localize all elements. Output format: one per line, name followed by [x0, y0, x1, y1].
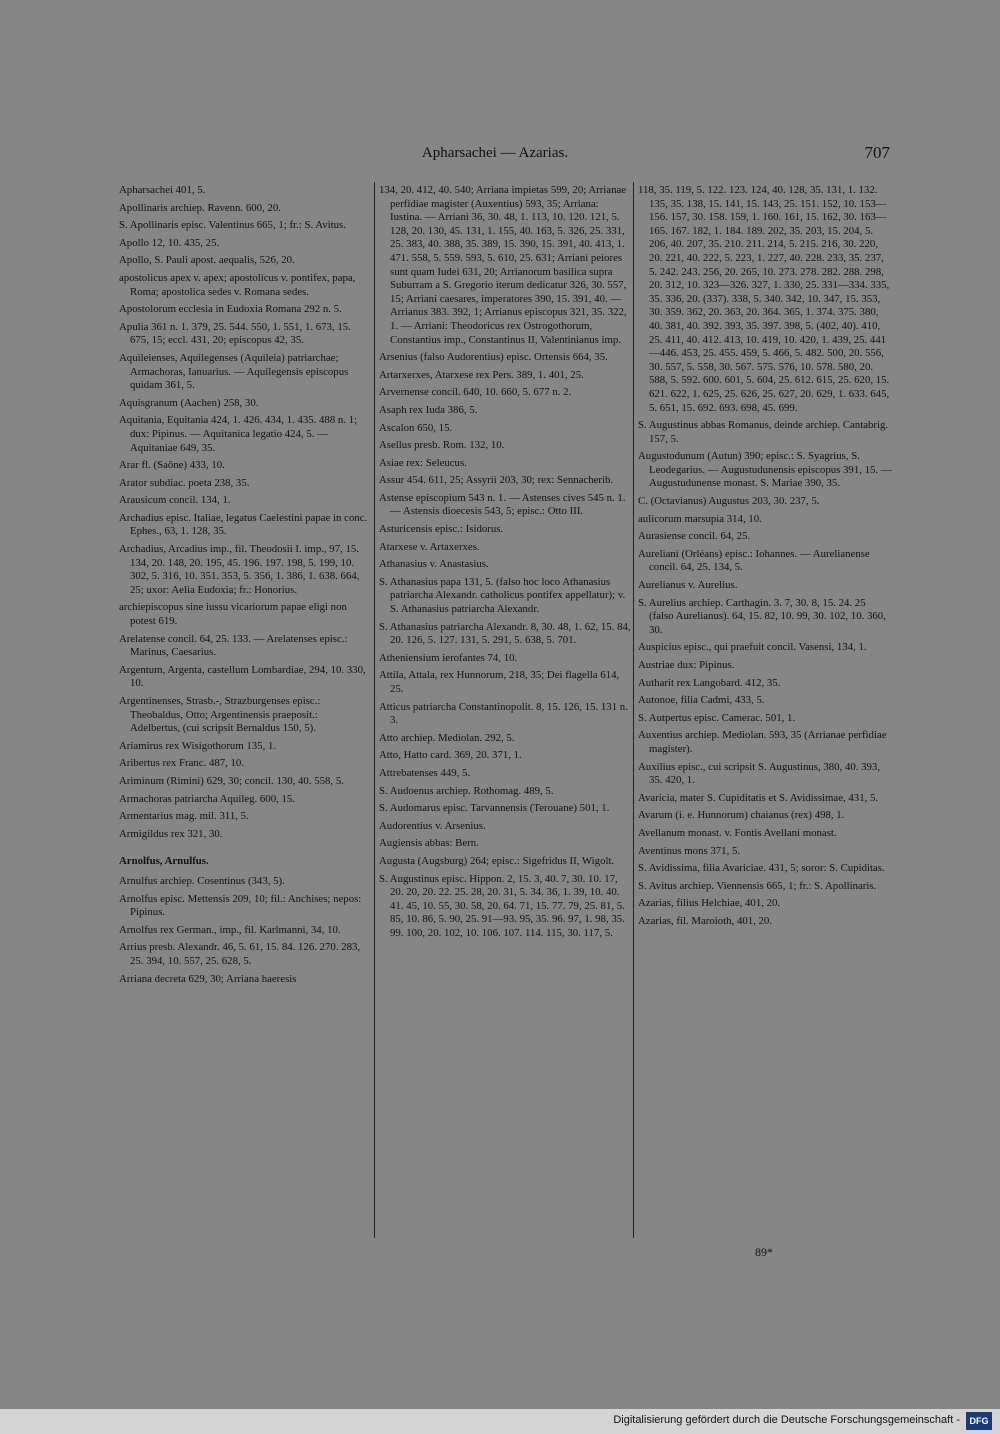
index-entry: Auxilius episc., cui scripsit S. Augustinus, 380, 40. 393, 35. 420, 1. [638, 760, 881, 787]
index-entry: Atheniensium ierofantes 74, 10. [379, 651, 518, 664]
index-entry: Arvernense concil. 640, 10. 660, 5. 677 n. 2. [379, 386, 572, 399]
index-entry: S. Avidissima, filia Avariciae. 431, 5; soror: S. Cupiditas. [638, 862, 885, 875]
index-entry: Ariamirus rex Wisigothorum 135, 1. [119, 739, 277, 752]
index-entry: Arriana decreta 629, 30; Arriana haeresis [119, 972, 297, 985]
index-entry: S. Audoenus archiep. Rothomag. 489, 5. [379, 784, 554, 797]
index-entry: S. Athanasius papa 131, 5. (falso hoc loco Athanasius patriarcha Alexandr. catholicus pontifex appellatur); v. S. Athanasius patriarcha Alexandr. [379, 575, 626, 616]
index-entry: Audorentius v. Arsenius. [379, 819, 486, 832]
index-entry: C. (Octavianus) Augustus 203, 30. 237, 5. [638, 495, 820, 508]
index-entry: Apharsachei 401, 5. [119, 184, 206, 196]
index-entry: Aquitania, Equitania 424, 1. 426. 434, 1. 435. 488 n. 1; dux: Pipinus. — Aquitanica legatio 424, 5. — Aquitaniae 649, 35. [119, 414, 358, 454]
index-entry: aulicorum marsupia 314, 10. [638, 512, 762, 525]
page-number: 707 [864, 143, 890, 162]
index-entry: S. Aurelius archiep. Carthagin. 3. 7, 30. 8, 15. 24. 25 (falso Aurelianus). 64, 15. 82, 10. 99, 30. 102, 10. 360, 30. [638, 596, 886, 636]
footer-bar [0, 1409, 1000, 1434]
index-entry: S. Avitus archiep. Viennensis 665, 1; fr.: S. Apollinaris. [638, 879, 877, 892]
index-entry: Arnolfus, Arnulfus. [119, 855, 209, 868]
index-entry: Athanasius v. Anastasius. [379, 558, 489, 571]
index-entry: Attrebatenses 449, 5. [379, 766, 471, 779]
index-entry: Apollinaris archiep. Ravenn. 600, 20. [119, 201, 281, 214]
index-entry: Atticus patriarcha Constantinopolit. 8, 15. 126, 15. 131 n. 3. [379, 700, 628, 727]
index-entry: Aribertus rex Franc. 487, 10. [119, 757, 245, 770]
index-entry: Asturicensis episc.: Isidorus. [379, 523, 504, 536]
index-column-1 [119, 184, 369, 990]
index-entry: Attila, Attala, rex Hunnorum, 218, 35; Dei flagella 614, 25. [379, 669, 620, 695]
index-entry: Archadius episc. Italiae, legatus Caelestini papae in conc. Ephes., 63, 1. 128, 35. [119, 511, 368, 538]
index-entry: Austriae dux: Pipinus. [638, 659, 735, 671]
index-entry: 134, 20. 412, 40. 540; Arriana impietas 599, 20; Arrianae perfidiae magister (Auxentius) 593, 35; Arriana: Iustina. — Arriani 36, 30. 48, 1. 113, 10. 120. 121, 5. 128, 20. 130, 45. 131, 1. 155, 40. 163, 5. 326, 25. 331, 25. 383, 40. 388, 35. 389, 15. 390, 15. 391, 40. 413, 1. 471. 558, 5. 559. 593, 5. 610, 25. 631; Arriani peiores sunt quam Iudei 631, 20; Arrianorum basilica supra Suburram a S. Gregorio iterum dedicatur 326, 30. 557, 15; Arriani caesares, imperatores 390, 15. 391, 40. — Arrianus 383. 392, 1; Arrianus episcopus 321, 35. 322, 1. — Arriani: Theodoricus rex Ostrogothorum, Constantius imp., Constantinus II, Valentinianus imp. [379, 184, 627, 346]
index-column-3 [638, 184, 892, 933]
index-entry: Augustodunum (Autun) 390; episc.: S. Syagrius, S. Leodegarius. — Augustudunensis episcopus 391, 15. — Augustudunense monast. S. Mariae 390, 35. [638, 450, 892, 490]
index-entry: Apulia 361 n. 1. 379, 25. 544. 550, 1. 551, 1. 673, 15. 675, 15; eccl. 431, 20; episcopus 42, 35. [119, 320, 351, 347]
index-entry: Armachoras patriarcha Aquileg. 600, 15. [119, 792, 295, 805]
signature-mark: 89* [755, 1245, 773, 1259]
index-entry: Arnolfus rex German., imp., fil. Karlmanni, 34, 10. [119, 923, 341, 936]
index-entry: Auspicius episc., qui praefuit concil. Vasensi, 134, 1. [638, 641, 867, 654]
index-entry: Ariminum (Rimini) 629, 30; concil. 130, 40. 558, 5. [119, 774, 344, 787]
index-entry: Asellus presb. Rom. 132, 10. [379, 439, 505, 452]
index-entry: Argentum, Argenta, castellum Lombardiae, 294, 10. 330, 10. [119, 663, 366, 690]
index-entry: Asiae rex: Seleucus. [379, 456, 467, 469]
index-entry: Avarum (i. e. Hunnorum) chaianus (rex) 498, 1. [638, 809, 845, 822]
dfg-logo: DFG [966, 1412, 992, 1430]
index-entry: Arnolfus episc. Mettensis 209, 10; fil.: Anchises; nepos: Pipinus. [119, 892, 362, 919]
index-entry: Atto, Hatto card. 369, 20. 371, 1. [379, 749, 522, 762]
index-entry: Azarias, fil. Maroioth, 401, 20. [638, 914, 773, 927]
index-entry: Aquisgranum (Aachen) 258, 30. [119, 396, 259, 409]
index-entry: Asaph rex Iuda 386, 5. [379, 403, 478, 416]
index-entry: Argentinenses, Strasb.-, Strazburgenses episc.: Theobaldus, Otto; Argentinensis praeposit.: Adelbertus, (cui scripsit Bernaldus 150, 5). [119, 695, 321, 735]
index-entry: Arrius presb. Alexandr. 46, 5. 61, 15. 84. 126. 270. 283, 25. 394, 10. 557, 25. 628, 5. [119, 941, 361, 967]
index-entry: Astense episcopium 543 n. 1. — Astenses cives 545 n. 1. — Astensis dioecesis 543, 5; episc.: Otto III. [379, 491, 626, 518]
index-entry: Aureliani (Orléans) episc.: Iohannes. — Aurelianense concil. 64, 25. 134, 5. [638, 547, 870, 574]
index-entry: S. Augustinus abbas Romanus, deinde archiep. Cantabrig. 157, 5. [638, 419, 889, 445]
index-entry: Apostolorum ecclesia in Eudoxia Romana 292 n. 5. [119, 303, 342, 316]
index-entry: S. Audomarus episc. Tarvannensis (Terouane) 501, 1. [379, 802, 610, 815]
index-entry: Ascalon 650, 15. [379, 421, 453, 434]
index-entry: Avaricia, mater S. Cupiditatis et S. Avidissimae, 431, 5. [638, 791, 879, 804]
column-rule-right [633, 182, 634, 1238]
index-entry: Aurelianus v. Aurelius. [638, 579, 738, 592]
index-entry: Autharit rex Langobard. 412, 35. [638, 676, 781, 689]
index-entry: Augiensis abbas: Bern. [379, 837, 479, 850]
index-entry: Arnulfus archiep. Cosentinus (343, 5). [119, 874, 285, 887]
index-entry: S. Autpertus episc. Camerac. 501, 1. [638, 711, 796, 724]
index-entry: Avellanum monast. v. Fontis Avellani monast. [638, 826, 837, 839]
index-entry: S. Apollinaris episc. Valentinus 665, 1; fr.: S. Avitus. [119, 219, 346, 232]
index-entry: Atto archiep. Mediolan. 292, 5. [379, 731, 515, 744]
index-entry: Aquileienses, Aquilegenses (Aquileia) patriarchae; Armachoras, Ianuarius. — Aquilegensis episcopus quidam 361, 5. [119, 351, 349, 392]
index-entry: Arausicum concil. 134, 1. [119, 494, 231, 507]
index-entry: archiepiscopus sine iussu vicariorum papae eligi non potest 619. [119, 601, 347, 628]
index-entry: 118, 35. 119, 5. 122. 123. 124, 40. 128, 35. 131, 1. 132. 135, 35. 138, 15. 141, 15. 143, 25. 151. 152, 10. 153—156. 157, 30. 158. 159, 1. 160. 161, 15. 162, 30. 163—165. 167. 182, 1. 184. 189. 202, 35. 203, 15. 204, 5. 206, 40. 207, 35. 210. 211. 214, 5. 215. 216, 30. 220, 20. 221, 40. 222, 5. 223, 1. 227, 40. 228. 233, 35. 237, 5. 242. 243. 256, 20. 265, 10. 273. 278. 282. 288. 298, 20. 312, 10. 323—326. 327, 1. 330, 25. 331—334. 335, 35. 336, 20. (337). 338, 5. 340. 342, 10. 347, 15. 353, 30. 359. 362, 20. 363, 20. 364. 365, 1. 374. 375. 380, 40. 381, 40. 392. 393, 35. 397. 398, 5. (402, 40). 410, 25. 411, 40. 412. 413, 10. 419, 10. 420, 1. 439, 25. 441—446. 453, 25. 455. 459, 5. 466, 5. 482. 500, 20. 556, 30. 557, 5. 558, 30. 567. 575. 576, 10. 578. 580, 20. 588, 5. 592. 600. 601, 5. 604, 25. 612. 615, 25. 620, 15. 621. 622, 1. 625, 25. 626, 25. 627, 20. 629, 1. 633. 645, 5. 651, 15. 692. 693. 698, 45. 699. [638, 184, 890, 414]
index-entry: Augusta (Augsburg) 264; episc.: Sigefridus II, Wigolt. [379, 854, 615, 867]
index-entry: Azarias, filius Helchiae, 401, 20. [638, 897, 781, 910]
funding-note: Digitalisierung gefördert durch die Deutsche Forschungsgemeinschaft - [613, 1414, 960, 1426]
index-entry: apostolicus apex v. apex; apostolicus v. pontifex, papa, Roma; apostolica sedes v. Romana sedes. [119, 271, 356, 298]
index-entry: Apollo 12, 10. 435, 25. [119, 236, 220, 249]
index-entry: Aventinus mons 371, 5. [638, 844, 741, 857]
index-entry: Apollo, S. Pauli apost. aequalis, 526, 20. [119, 254, 295, 267]
index-entry: Armentarius mag. mil. 311, 5. [119, 810, 249, 823]
index-entry: Arelatense concil. 64, 25. 133. — Arelatenses episc.: Marinus, Caesarius. [119, 632, 348, 659]
index-entry: Aurasiense concil. 64, 25. [638, 530, 751, 543]
column-rule-left [374, 182, 375, 1238]
running-head: Apharsachei — Azarias. [421, 145, 569, 161]
index-entry: S. Athanasius patriarcha Alexandr. 8, 30. 48, 1. 62, 15. 84, 20. 126, 5. 127. 131, 5. 291, 5. 638, 5. 701. [379, 620, 631, 647]
index-entry: Armigildus rex 321, 30. [119, 827, 223, 840]
index-entry: S. Augustinus episc. Hippon. 2, 15. 3, 40. 7, 30. 10. 17, 20. 20, 20. 22. 25. 28, 20. 31, 5. 34. 36, 1. 39, 10. 40. 41. 45, 10. 55, 30. 58, 20. 64. 71, 15. 77. 79, 25. 81, 5. 85, 10. 86, 5. 90, 25. 91—93. 95, 35. 96. 97, 1. 98, 35. 99. 100, 20. 102, 10. 106. 107. 114. 115, 30. 117, 5. [379, 872, 625, 939]
index-entry: Assur 454. 611, 25; Assyrii 203, 30; rex: Sennacherib. [379, 474, 614, 487]
index-column-2 [379, 184, 631, 945]
index-entry: Arar fl. (Saône) 433, 10. [119, 459, 225, 472]
index-entry: Atarxese v. Artaxerxes. [379, 540, 480, 553]
index-entry: Arsenius (falso Audorentius) episc. Ortensis 664, 35. [379, 351, 608, 364]
index-entry: Auxentius archiep. Mediolan. 593, 35 (Arrianae perfidiae magister). [638, 729, 887, 755]
index-entry: Archadius, Arcadius imp., fil. Theodosii I. imp., 97, 15. 134, 20. 148, 20. 195, 45. 196. 197. 198, 5. 199, 10. 302, 5. 316, 10. 351. 353, 5. 356, 1. 386, 1. 638. 664, 25; uxor: Aelia Eudoxia; fr.: Honorius. [119, 543, 360, 596]
index-entry: Autonoe, filia Cadmi, 433, 5. [638, 694, 765, 707]
index-entry: Artarxerxes, Atarxese rex Pers. 389, 1. 401, 25. [379, 368, 584, 381]
index-entry: Arator subdiac. poeta 238, 35. [119, 476, 250, 489]
